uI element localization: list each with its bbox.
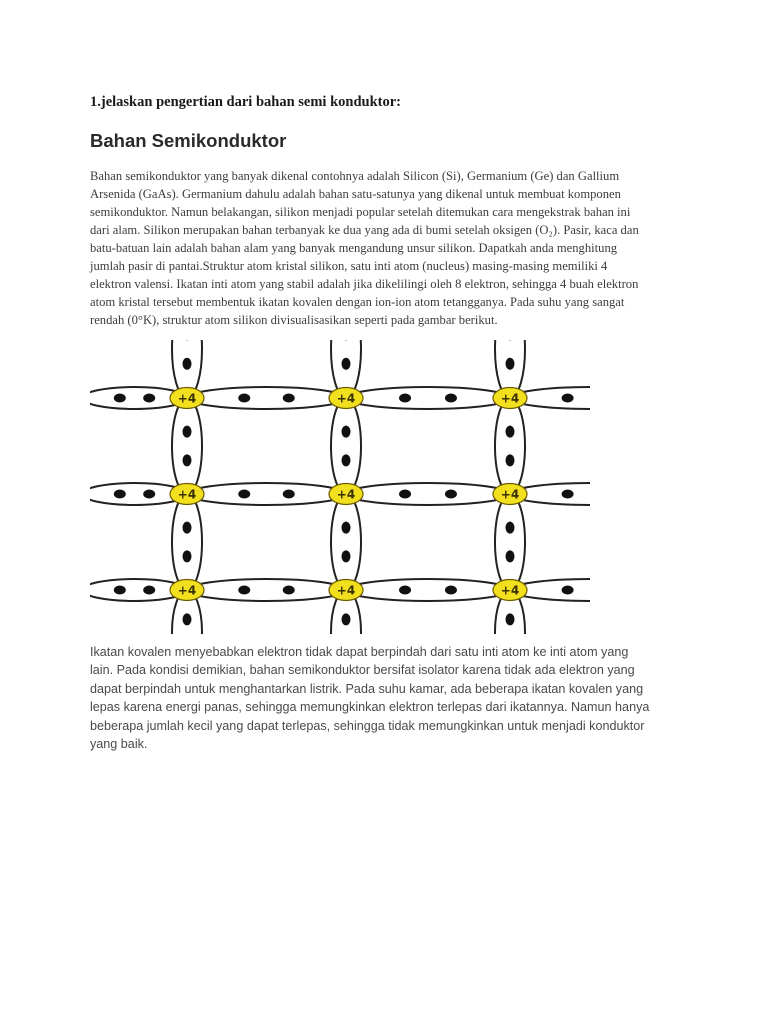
covalent-bond — [346, 387, 510, 409]
electron-dot — [114, 490, 126, 499]
electron-dot — [114, 586, 126, 595]
electron-dot — [506, 358, 515, 370]
nucleus-label: +4 — [336, 583, 356, 598]
electron-dot — [506, 426, 515, 438]
electron-dot — [183, 522, 192, 534]
electron-dot — [283, 394, 295, 403]
section-heading: Bahan Semikonduktor — [90, 130, 287, 151]
electron-dot — [238, 490, 250, 499]
electron-dot — [283, 490, 295, 499]
electron-dot — [506, 613, 515, 625]
electron-dot — [183, 426, 192, 438]
electron-dot — [399, 490, 411, 499]
nucleus-label: +4 — [177, 391, 197, 406]
covalent-bond — [331, 398, 361, 494]
electron-dot — [183, 550, 192, 562]
electron-dot — [183, 454, 192, 466]
covalent-bond — [331, 494, 361, 590]
electron-dot — [342, 522, 351, 534]
nucleus-label: +4 — [500, 487, 520, 502]
electron-dot — [445, 490, 457, 499]
electron-dot — [342, 426, 351, 438]
electron-dot — [562, 394, 574, 403]
nucleus-label: +4 — [177, 583, 197, 598]
paragraph-line: dapat berpindah untuk menghantarkan listrik. Pada suhu kamar, ada beberapa ikatan kovalen yang — [90, 681, 644, 696]
covalent-bond — [495, 398, 525, 494]
paragraph-line: Bahan semikonduktor yang banyak dikenal contohnya adalah Silicon (Si), Germanium (Ge) dan Gallium — [90, 169, 620, 183]
nucleus-label: +4 — [500, 583, 520, 598]
explanation-paragraph — [90, 643, 690, 753]
paragraph-line: yang baik. — [90, 737, 148, 752]
covalent-bond — [187, 483, 346, 505]
lattice-diagram — [90, 340, 590, 634]
paragraph-line: jumlah pasir di pantai.Struktur atom kristal silikon, satu inti atom (nucleus) masing-masing memiliki 4 — [90, 259, 608, 273]
electron-dot — [342, 454, 351, 466]
covalent-bond — [187, 579, 346, 601]
electron-dot — [143, 490, 155, 499]
paragraph-line: Ikatan kovalen menyebabkan elektron tidak dapat berpindah dari satu inti atom ke inti atom yang — [90, 645, 629, 659]
paragraph-line: batu-batuan lain adalah bahan alam yang banyak mengandung unsur silikon. Dapatkah anda menghitung — [90, 241, 618, 255]
electron-dot — [183, 613, 192, 625]
electron-dot — [143, 586, 155, 595]
nucleus-label: +4 — [336, 391, 356, 406]
electron-dot — [342, 550, 351, 562]
paragraph-line: semikonduktor. Namun belakangan, silikon menjadi popular setelah ditemukan cara mengekstrak bahan ini — [90, 205, 631, 219]
covalent-bond — [187, 387, 346, 409]
electron-dot — [445, 586, 457, 595]
electron-dot — [399, 394, 411, 403]
silicon-crystal-lattice-figure — [90, 340, 590, 634]
electron-dot — [114, 394, 126, 403]
paragraph-line: beberapa jumlah kecil yang dapat terlepas, sehingga tidak memungkinkan untuk menjadi konduktor — [90, 718, 645, 733]
covalent-bond — [172, 494, 202, 590]
electron-dot — [506, 522, 515, 534]
paragraph-line: Arsenida (GaAs). Germanium dahulu adalah bahan satu-satunya yang dikenal untuk membuat komponen — [90, 187, 621, 201]
covalent-bond — [346, 483, 510, 505]
electron-dot — [445, 394, 457, 403]
electron-dot — [399, 586, 411, 595]
electron-dot — [342, 358, 351, 370]
paragraph-line: lepas karena energi panas, sehingga memungkinkan elektron terlepas dari ikatannya. Namun hanya — [90, 700, 650, 715]
electron-dot — [238, 394, 250, 403]
electron-dot — [562, 586, 574, 595]
paragraph-line: dari alam. Silikon merupakan bahan terbanyak ke dua yang ada di bumi setelah oksigen (O₂). Pasir, kaca dan — [90, 223, 639, 237]
electron-dot — [283, 586, 295, 595]
electron-dot — [562, 490, 574, 499]
paragraph-line: lain. Pada kondisi demikian, bahan semikonduktor bersifat isolator karena tidak ada elektron yang — [90, 663, 635, 678]
question-text: 1.jelaskan pengertian dari bahan semi konduktor: — [90, 94, 401, 110]
paragraph-line: elektron valensi. Ikatan inti atom yang stabil adalah jika dikelilingi oleh 8 elektron, sehingga 4 buah elektron — [90, 277, 639, 291]
covalent-bond — [495, 494, 525, 590]
covalent-bond — [346, 579, 510, 601]
paragraph-line: atom kristal tersebut membentuk ikatan kovalen dengan ion-ion atom tetangganya. Pada suhu yang sangat — [90, 295, 625, 309]
nucleus-label: +4 — [336, 487, 356, 502]
covalent-bond — [172, 398, 202, 494]
intro-paragraph — [90, 167, 680, 329]
paragraph-line: rendah (0°K), struktur atom silikon divisualisasikan seperti pada gambar berikut. — [90, 313, 498, 327]
electron-dot — [143, 394, 155, 403]
electron-dot — [506, 550, 515, 562]
electron-dot — [238, 586, 250, 595]
nucleus-label: +4 — [500, 391, 520, 406]
electron-dot — [506, 454, 515, 466]
nucleus-label: +4 — [177, 487, 197, 502]
electron-dot — [342, 613, 351, 625]
electron-dot — [183, 358, 192, 370]
